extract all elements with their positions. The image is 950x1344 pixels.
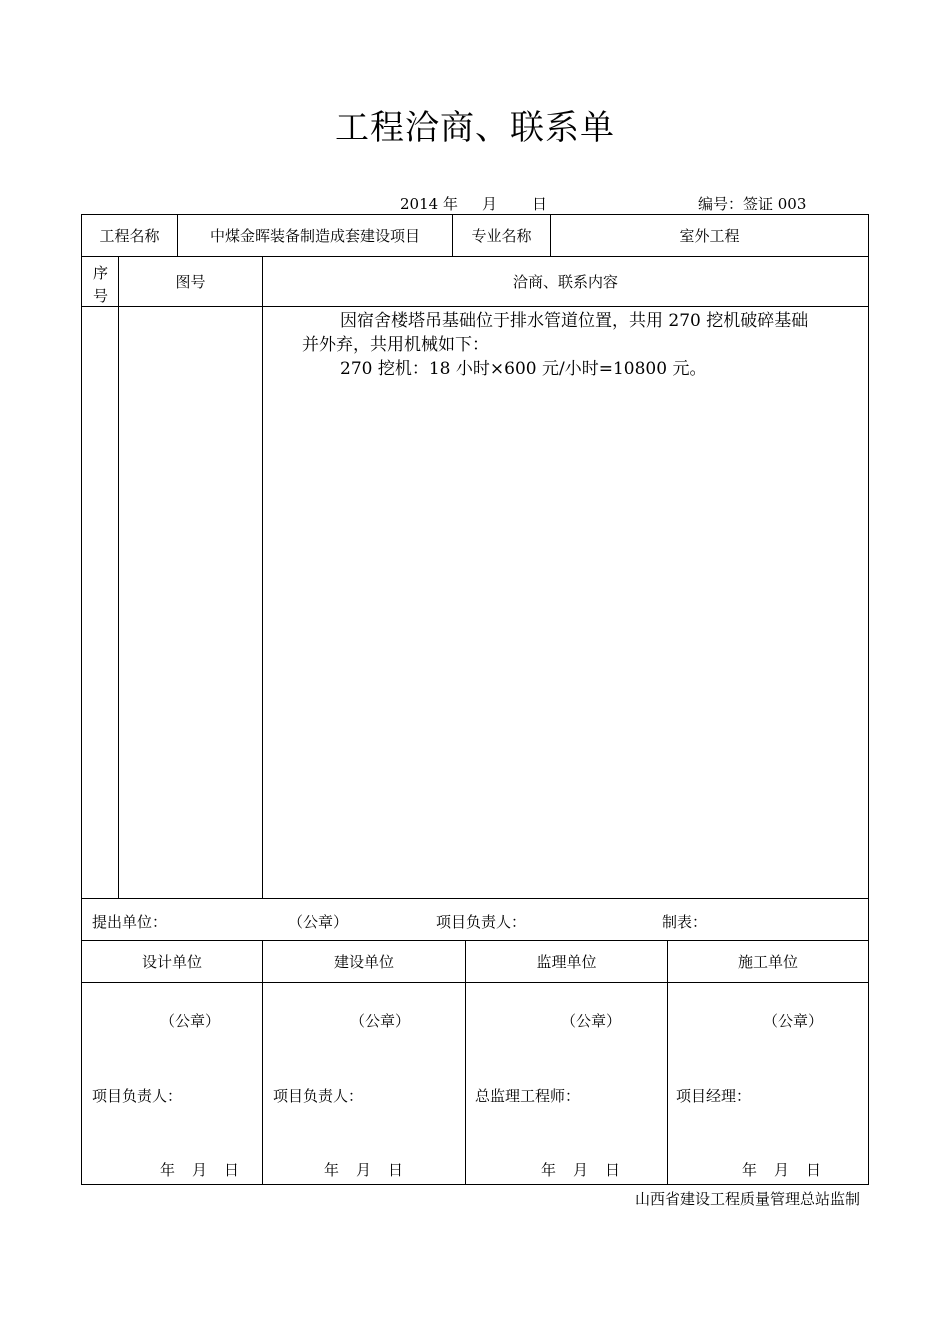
seq-header-line2: 号 [93, 287, 109, 305]
content-line-1: 因宿舍楼塔吊基础位于排水管道位置，共用 270 挖机破碎基础 [340, 311, 809, 331]
unit-owner-date: 年 月 日 [324, 1161, 405, 1179]
issuer-footer: 山西省建设工程质量管理总站监制 [634, 1190, 860, 1208]
document-number: 编号：签证 003 [698, 195, 807, 213]
proposer-unit-label: 提出单位： [92, 913, 168, 931]
unit-construction-seal: （公章） [763, 1012, 824, 1030]
proposer-responsible-label: 项目负责人： [436, 913, 527, 931]
unit-design-date: 年 月 日 [160, 1161, 241, 1179]
content-line-3: 270 挖机：18 小时×600 元/小时=10800 元。 [340, 359, 707, 379]
unit-construction-person: 项目经理： [676, 1087, 752, 1105]
specialty-value: 室外工程 [679, 227, 740, 245]
date-day: 日 [532, 195, 548, 213]
content-header: 洽商、联系内容 [512, 273, 618, 291]
unit-owner-name: 建设单位 [333, 953, 394, 971]
unit-design-seal: （公章） [160, 1012, 221, 1030]
project-name-value: 中煤金晖装备制造成套建设项目 [209, 227, 420, 245]
specialty-label: 专业名称 [471, 227, 532, 245]
date-year: 2014 年 [400, 195, 458, 213]
unit-construction-date: 年 月 日 [742, 1161, 823, 1179]
project-name-label: 工程名称 [99, 227, 160, 245]
proposer-seal: （公章） [288, 913, 349, 931]
unit-supervision-name: 监理单位 [536, 953, 597, 971]
unit-supervision-person: 总监理工程师： [475, 1087, 581, 1105]
page-title: 工程洽商、联系单 [335, 108, 615, 148]
unit-supervision-date: 年 月 日 [541, 1161, 622, 1179]
unit-owner-seal: （公章） [350, 1012, 411, 1030]
seq-header-line1: 序 [93, 264, 109, 282]
date-month: 月 [482, 195, 498, 213]
content-line-2: 并外弃，共用机械如下： [302, 335, 489, 355]
drawing-no-header: 图号 [175, 273, 206, 291]
unit-design-name: 设计单位 [141, 953, 202, 971]
tabulator-label: 制表： [662, 913, 708, 931]
unit-owner-person: 项目负责人： [273, 1087, 364, 1105]
unit-design-person: 项目负责人： [92, 1087, 183, 1105]
unit-supervision-seal: （公章） [561, 1012, 622, 1030]
unit-construction-name: 施工单位 [737, 953, 798, 971]
